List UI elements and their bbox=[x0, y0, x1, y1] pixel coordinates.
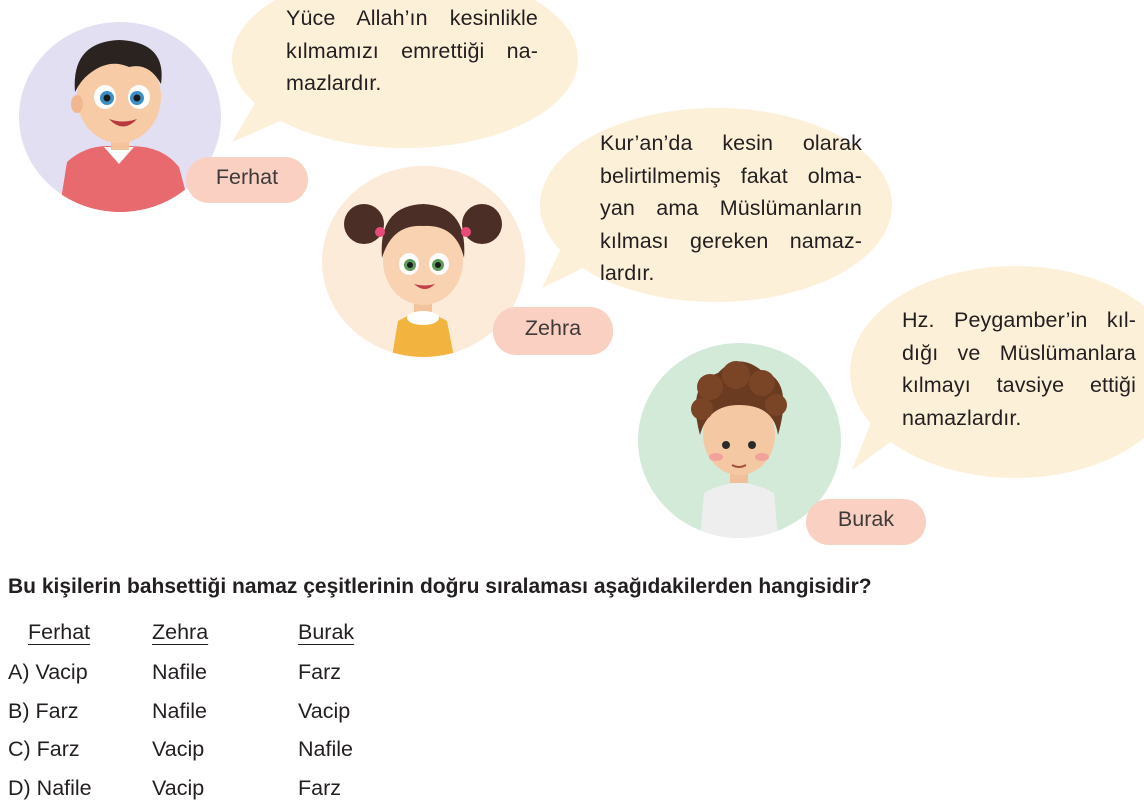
speech-line: namazlardır. bbox=[902, 405, 1022, 430]
ferhat-name-tag bbox=[186, 157, 308, 203]
zehra-bubble-tail bbox=[540, 240, 600, 292]
table-header-ferhat: Ferhat bbox=[28, 620, 91, 644]
zehra-name: Zehra bbox=[524, 316, 582, 340]
zehra-speech-text bbox=[600, 127, 862, 290]
speech-line: Hz. Peygamber’in kıl- bbox=[902, 308, 1136, 332]
option-value: Farz bbox=[298, 660, 341, 684]
speech-line: yan ama Müslümanların bbox=[600, 196, 862, 220]
speech-line: belirtilmemiş fakat olma- bbox=[600, 163, 862, 188]
speech-line: kılmayı tavsiye ettiği bbox=[902, 373, 1136, 397]
burak-name: Burak bbox=[837, 507, 895, 531]
option-value: Farz bbox=[35, 699, 79, 723]
speech-line: mazlardır. bbox=[286, 71, 382, 95]
ferhat-name: Ferhat bbox=[215, 165, 279, 189]
option-value: Vacip bbox=[35, 660, 88, 684]
option-value: Vacip bbox=[152, 737, 205, 761]
speech-line: kılması gereken namaz- bbox=[600, 228, 862, 253]
ferhat-bubble-tail bbox=[232, 100, 292, 146]
option-label: C) Farz bbox=[8, 737, 80, 761]
option-label: B) Farz bbox=[8, 699, 79, 723]
option-value: Nafile bbox=[298, 737, 353, 761]
option-label: A) Vacip bbox=[8, 660, 88, 684]
ferhat-speech-text bbox=[286, 2, 538, 100]
option-value: Farz bbox=[298, 776, 341, 800]
option-value: Nafile bbox=[152, 699, 207, 723]
option-label: D) Nafile bbox=[8, 776, 92, 800]
speech-line: lardır. bbox=[600, 261, 655, 285]
table-header-burak: Burak bbox=[298, 620, 355, 644]
speech-line: kılmamızı emrettiği na- bbox=[286, 38, 538, 63]
speech-line: Kur’an’da kesin olarak bbox=[600, 131, 862, 155]
burak-speech-text bbox=[902, 304, 1136, 434]
speech-line: dığı ve Müslümanlara bbox=[902, 340, 1136, 365]
burak-name-tag bbox=[806, 499, 926, 545]
option-value: Vacip bbox=[298, 699, 351, 723]
burak-bubble-tail bbox=[848, 410, 898, 472]
speech-line: Yüce Allah’ın kesinlikle bbox=[286, 6, 538, 30]
table-header-zehra: Zehra bbox=[152, 620, 209, 644]
option-value: Vacip bbox=[152, 776, 205, 800]
question-text: Bu kişilerin bahsettiği namaz çeşitlerinin doğru sıralaması aşağıdakilerden hangisidir? bbox=[8, 575, 872, 598]
zehra-name-tag bbox=[493, 307, 613, 355]
option-value: Farz bbox=[36, 737, 80, 761]
option-value: Nafile bbox=[36, 776, 92, 800]
option-value: Nafile bbox=[152, 660, 207, 684]
